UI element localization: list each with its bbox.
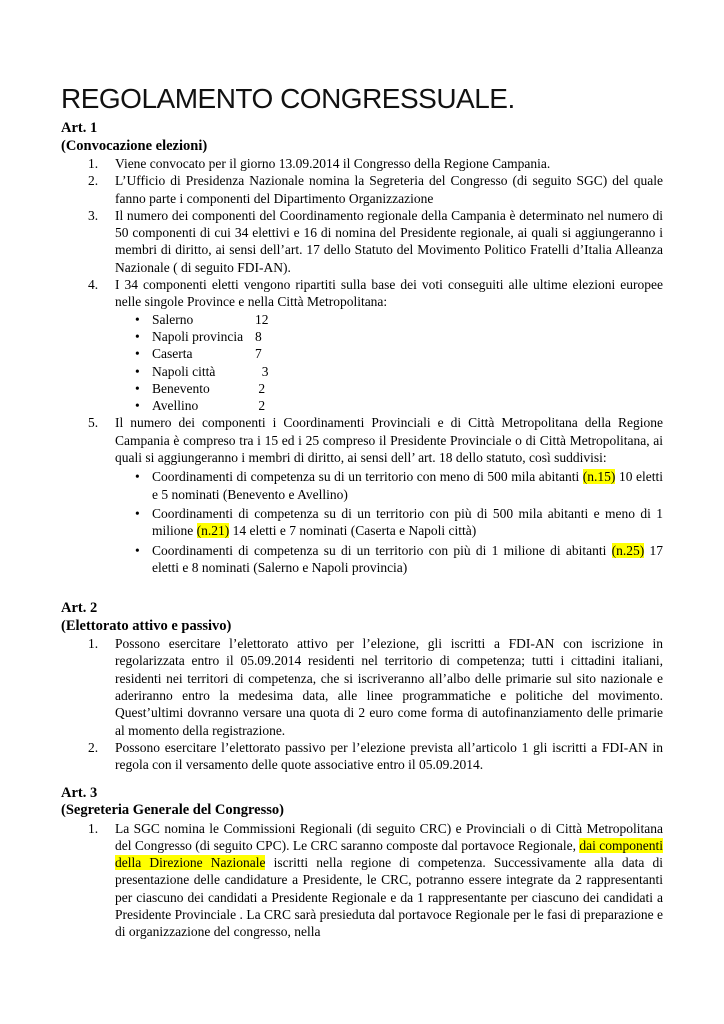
bullet-icon: • [135, 311, 140, 327]
art1-item-2 [61, 172, 663, 207]
province-name: Benevento [152, 380, 210, 396]
list-item-text: iscritti nella regione di competenza. Successivamente alla data di presentazione delle candidature a Presidente, le CRC, potranno essere integrate da 2 rappresentanti per ciascuno dei candidati a Presidente Regionale e da 1 rappresentante per ciascuno dei candidati a Presidente Provinciale . La CRC sarà presieduta dal portavoce Regionale per le fasi di preparazione e di organizzazione del congresso, nella [115, 855, 663, 940]
list-marker: 5. [88, 415, 99, 431]
highlight-direzione-nazionale: dai componenti della Direzione Nazionale [115, 837, 663, 871]
art1-item-3 [61, 207, 663, 276]
bullet-icon: • [135, 542, 140, 558]
bullet-icon: • [135, 505, 140, 521]
list-item-text: La SGC nomina le Commissioni Regionali (di seguito CRC) e Provinciali o di Città Metropolitana del Congresso (di seguito CPC). Le CRC saranno composte dal portavoce Regionale, [115, 820, 663, 853]
list-item-text: Viene convocato per il giorno 13.09.2014 il Congresso della Regione Campania. [115, 156, 551, 171]
document-title: REGOLAMENTO CONGRESSUALE. [61, 83, 515, 114]
province-value: 2 [255, 398, 266, 414]
province-row-salerno [61, 311, 663, 328]
province-row-napoli-provincia [61, 328, 663, 345]
province-name: Avellino [152, 398, 199, 414]
section-art3 [61, 785, 663, 941]
bullet-icon: • [135, 398, 140, 414]
coord-text: Coordinamenti di competenza su di un territorio con meno di 500 mila abitanti [152, 469, 583, 485]
province-name: Caserta [152, 346, 193, 362]
province-row-caserta [61, 345, 663, 362]
art3-item-1 [61, 820, 663, 941]
province-value: 12 [255, 311, 269, 327]
province-name: Napoli provincia [152, 328, 244, 344]
province-value: 7 [255, 346, 262, 362]
province-name: Salerno [152, 311, 194, 327]
art1-subheading: (Convocazione elezioni) [61, 137, 208, 154]
art2-item-1 [61, 635, 663, 739]
list-marker: 1. [88, 156, 99, 171]
coord-bullet-3 [61, 542, 663, 577]
highlight-n25: (n.25) [611, 542, 645, 558]
coord-bullet-1 [61, 468, 663, 503]
province-row-napoli-citta [61, 363, 663, 380]
coord-text: 14 eletti e 7 nominati (Caserta e Napoli città) [229, 523, 477, 539]
province-row-benevento [61, 380, 663, 397]
art1-item-1 [61, 155, 663, 172]
province-value: 3 [255, 363, 269, 379]
bullet-icon: • [135, 380, 140, 396]
province-name: Napoli città [152, 363, 216, 379]
coord-bullet-2 [61, 505, 663, 540]
list-item-text: Il numero dei componenti i Coordinamenti Provinciali e di Città Metropolitana della Regione Campania è compreso tra i 15 ed i 25 compreso il Presidente Provinciale o di Città Metropolitana, ai quali si aggiungeranno i membri di diritto, ai sensi dell’ art. 18 dello statuto, così suddivisi: [115, 415, 663, 466]
province-row-avellino [61, 397, 663, 414]
art3-heading: Art. 3 [61, 784, 98, 801]
list-marker: 4. [88, 277, 99, 293]
list-item-text: Possono esercitare l’elettorato attivo per l’elezione, gli iscritti a FDI-AN con iscrizione in regolarizzata entro il 05.09.2014 residenti nel territorio di competenza; tutti i cittadini italiani, residenti nei territori di competenza, che si iscriveranno all’albo delle primarie sul sito nazionale e aderiranno entro la medesima data, alle linee programmatiche e politiche del movimento. Quest’ultimi dovranno versare una quota di 2 euro come forma di autofinanziamento delle primarie al momento della registrazione. [115, 636, 663, 738]
list-marker: 2. [88, 173, 99, 189]
art1-item-5 [61, 414, 663, 466]
bullet-icon: • [135, 328, 140, 344]
list-marker: 3. [88, 207, 99, 223]
art3-subheading: (Segreteria Generale del Congresso) [61, 802, 284, 818]
section-art2 [61, 600, 663, 773]
highlight-n15: (n.15) [582, 469, 616, 485]
highlight-n21: (n.21) [196, 523, 230, 539]
bullet-icon: • [135, 346, 140, 362]
bullet-icon: • [135, 363, 140, 379]
list-item-text: Il numero dei componenti del Coordinamento regionale della Campania è determinato nel numero di 50 componenti di cui 34 elettivi e 16 di nomina del Presidente regionale, ai quali si aggiungeranno i membri di diritto, ai sensi dell’art. 17 dello Statuto del Movimento Politico Fratelli d’Italia Alleanza Nazionale ( di seguito FDI-AN). [115, 207, 663, 275]
list-marker: 1. [88, 820, 99, 836]
province-value: 8 [255, 328, 262, 344]
list-item-text: I 34 componenti eletti vengono ripartiti sulla base dei voti conseguiti alle ultime elezioni europee nelle singole Province e nella Città Metropolitana: [115, 277, 663, 310]
art2-heading: Art. 2 [61, 600, 98, 617]
coord-text: Coordinamenti di competenza su di un territorio con più di 500 mila abitanti e meno di 1 milione [152, 505, 663, 539]
list-item-text: Possono esercitare l’elettorato passivo per l’elezione prevista all’articolo 1 gli iscritti a FDI-AN in regola con il versamento delle quote associative entro il 05.09.2014. [115, 739, 663, 773]
list-item-text: L’Ufficio di Presidenza Nazionale nomina la Segreteria del Congresso (di seguito SGC) del quale fanno parte i componenti del Dipartimento Organizzazione [115, 173, 663, 206]
bullet-icon: • [135, 469, 140, 485]
coord-text: 10 eletti e 5 nominati (Benevento e Avellino) [152, 469, 663, 502]
art1-heading: Art. 1 [61, 120, 98, 136]
coord-text: Coordinamenti di competenza su di un territorio con più di 1 milione di abitanti [152, 542, 612, 558]
art2-subheading: (Elettorato attivo e passivo) [61, 617, 232, 634]
art2-item-2 [61, 739, 663, 774]
coord-text: 17 eletti e 8 nominati (Salerno e Napoli provincia) [152, 542, 663, 575]
province-value: 2 [255, 380, 266, 396]
list-marker: 2. [88, 739, 99, 755]
list-marker: 1. [88, 636, 99, 652]
art1-item-4 [61, 276, 663, 311]
section-art1 [61, 120, 663, 576]
